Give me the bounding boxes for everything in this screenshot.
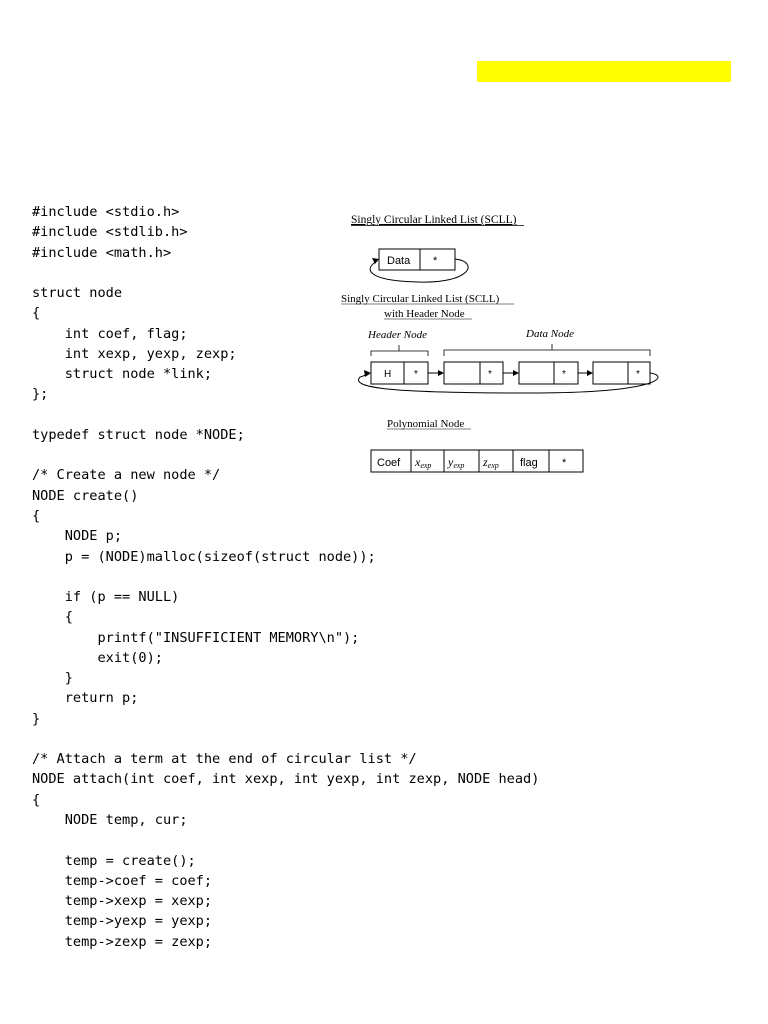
code-line: temp->coef = coef; — [32, 872, 213, 889]
code-line: temp = create(); — [32, 852, 196, 869]
data-node-label: Data Node — [526, 328, 574, 340]
scll-title: Singly Circular Linked List (SCLL) — [351, 214, 517, 226]
poly-field-z-sub: exp — [487, 461, 499, 470]
header-node — [371, 362, 428, 384]
code-line: printf("INSUFFICIENT MEMORY\n"); — [32, 629, 360, 646]
scll-node-link: * — [433, 255, 438, 267]
code-line: temp->xexp = xexp; — [32, 893, 213, 910]
code-line: NODE create() — [32, 487, 139, 504]
code-line — [32, 567, 539, 587]
poly-field-coef: Coef — [377, 457, 401, 469]
header-link-cell: * — [414, 369, 418, 380]
poly-field-y: yexp — [448, 455, 465, 470]
code-line: if (p == NULL) — [32, 589, 180, 606]
code-line: p = (NODE)malloc(sizeof(struct node)); — [32, 548, 376, 565]
poly-field-x-sub: exp — [420, 461, 432, 470]
data-node-1-link: * — [488, 369, 492, 380]
code-line: #include <stdio.h> — [32, 204, 180, 220]
code-line: NODE temp, cur; — [32, 811, 188, 828]
code-line: temp->zexp = zexp; — [32, 933, 213, 950]
code-line: return p; — [32, 690, 139, 707]
code-line: { — [32, 305, 41, 322]
scll-header-title-2: with Header Node — [384, 308, 465, 320]
scll-node-data: Data — [387, 255, 411, 267]
code-line: NODE attach(int coef, int xexp, int yexp, int zexp, NODE head) — [32, 771, 540, 788]
code-line: /* Create a new node */ — [32, 467, 221, 484]
code-line: struct node — [32, 285, 123, 302]
poly-field-y-sub: exp — [453, 461, 465, 470]
data-node-3 — [593, 362, 650, 384]
header-node-label: Header Node — [368, 329, 427, 341]
data-node-3-link: * — [636, 369, 640, 380]
code-line: struct node *link; — [32, 366, 213, 383]
code-line: int xexp, yexp, zexp; — [32, 345, 237, 362]
data-node-2 — [519, 362, 578, 384]
data-node-2-link: * — [562, 369, 566, 380]
highlight-bar — [477, 61, 731, 82]
poly-field-link: * — [562, 457, 567, 469]
scll-header-title-1: Singly Circular Linked List (SCLL) — [341, 293, 500, 305]
code-line: #include <math.h> — [32, 244, 172, 261]
poly-title: Polynomial Node — [387, 418, 465, 430]
data-node-1 — [444, 362, 503, 384]
code-line: typedef struct node *NODE; — [32, 426, 245, 443]
code-line — [32, 830, 539, 850]
code-line — [32, 729, 539, 749]
scll-node — [370, 249, 468, 282]
code-line: temp->yexp = yexp; — [32, 913, 213, 930]
code-line: { — [32, 791, 41, 808]
linked-list-diagram — [330, 200, 670, 490]
code-line: #include <stdlib.h> — [32, 224, 188, 241]
code-line: int coef, flag; — [32, 325, 188, 342]
polynomial-node — [371, 450, 583, 472]
poly-field-z: zexp — [483, 455, 499, 470]
poly-field-flag: flag — [520, 457, 538, 469]
header-cell: H — [384, 369, 392, 380]
poly-field-x: xexp — [415, 455, 432, 470]
code-line: { — [32, 507, 41, 524]
code-line: }; — [32, 386, 49, 403]
code-line: exit(0); — [32, 649, 163, 666]
code-line: } — [32, 710, 41, 727]
code-line: /* Attach a term at the end of circular list */ — [32, 751, 417, 768]
code-line: } — [32, 670, 73, 687]
code-line: NODE p; — [32, 528, 123, 545]
code-line: { — [32, 609, 73, 626]
